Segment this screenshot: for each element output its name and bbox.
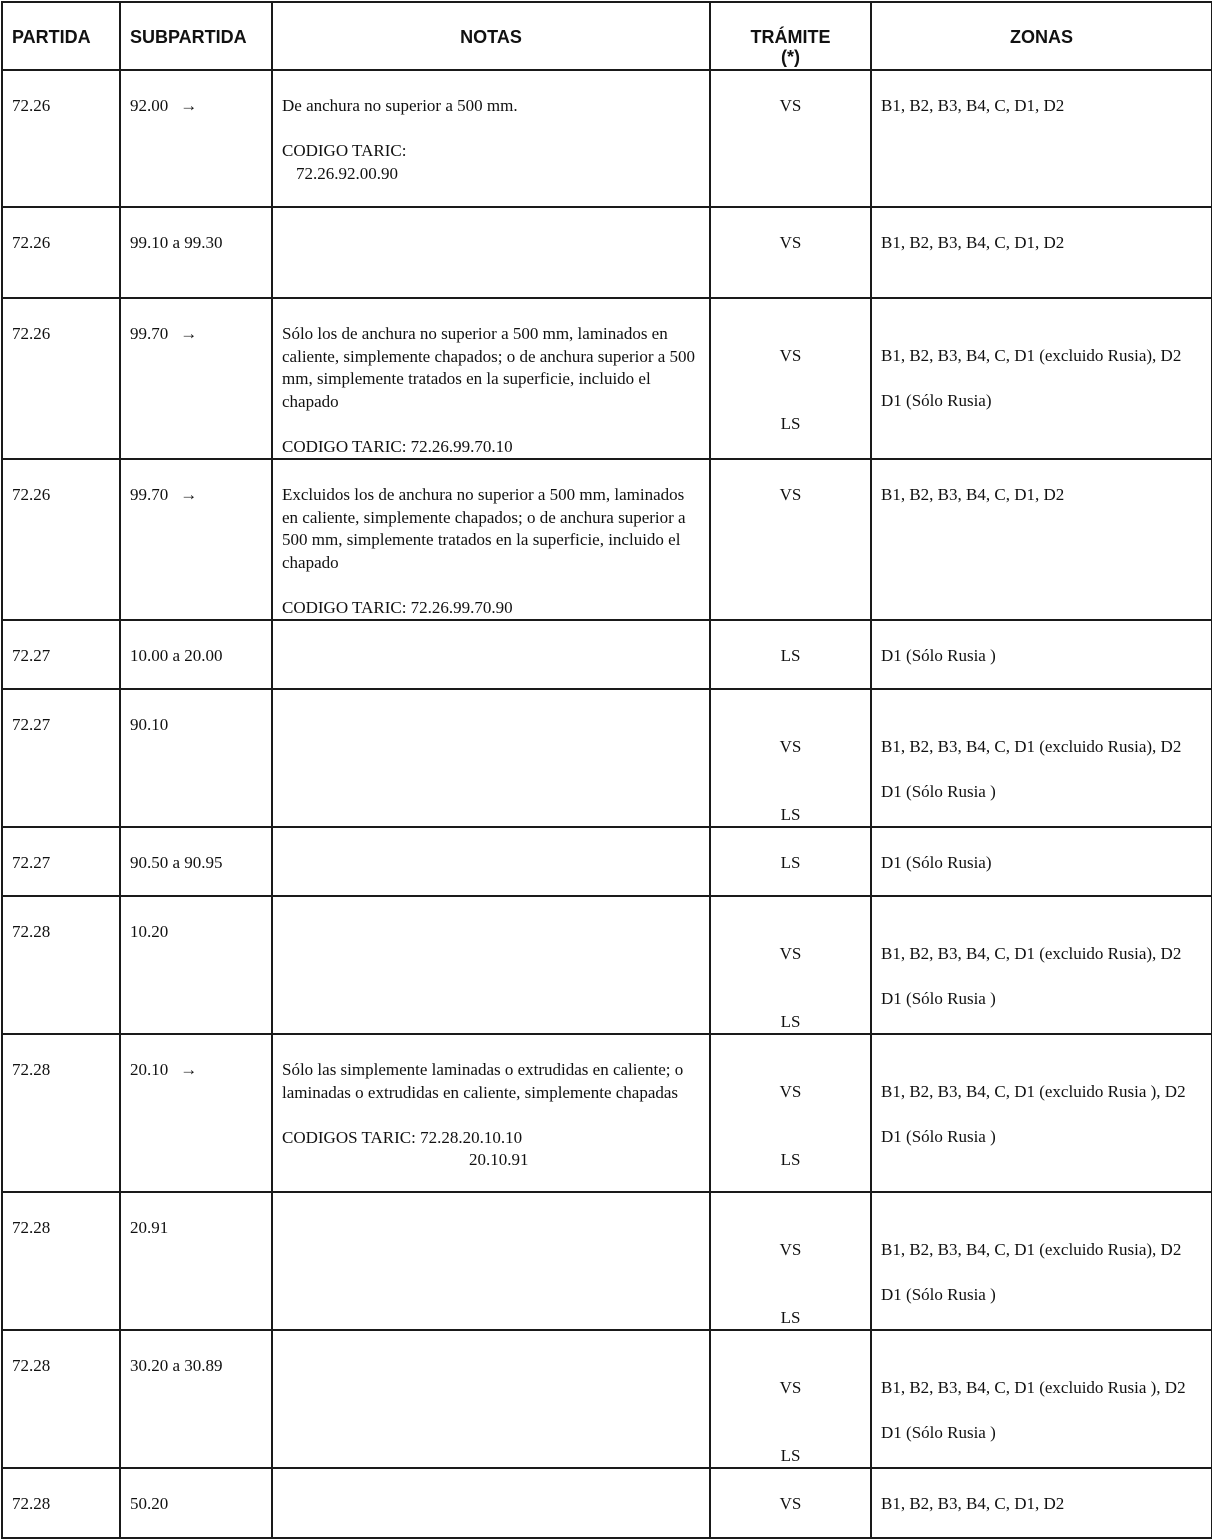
table-row — [2, 689, 1212, 827]
subpartida-cell — [120, 459, 272, 620]
partida-value: 72.26 — [12, 324, 51, 343]
tramite-stack — [711, 208, 870, 255]
subpartida-cell — [120, 70, 272, 207]
zona-entry: B1, B2, B3, B4, C, D1, D2 — [881, 96, 1065, 115]
tramite-code: LS — [780, 1149, 801, 1169]
zonas-cell — [871, 1330, 1212, 1468]
tramite-stack — [711, 897, 870, 1033]
tariff-table — [1, 1, 1212, 1539]
tramite-cell — [710, 1192, 871, 1330]
zona-entry: B1, B2, B3, B4, C, D1 (excluido Rusia ), D2 — [881, 1378, 1186, 1397]
tramite-code: LS — [780, 804, 801, 824]
subpartida-wrap — [121, 828, 271, 875]
subpartida-wrap — [121, 1469, 271, 1516]
table-row — [2, 1468, 1212, 1538]
tramite-code: VS — [779, 737, 802, 756]
partida-cell — [2, 1192, 120, 1330]
notas-cell — [272, 207, 710, 298]
subpartida-cell — [120, 298, 272, 459]
zona-entry: B1, B2, B3, B4, C, D1, D2 — [881, 485, 1065, 504]
zona-entry: B1, B2, B3, B4, C, D1 (excluido Rusia ), D2 — [881, 1082, 1186, 1101]
partida-value: 72.28 — [12, 1356, 51, 1375]
tramite-cell — [710, 459, 871, 620]
partida-value: 72.27 — [12, 646, 51, 665]
partida-value: 72.28 — [12, 1060, 51, 1079]
tramite-code: VS — [779, 485, 802, 504]
right-arrow-icon: → — [180, 1060, 198, 1079]
notas-cell — [272, 620, 710, 689]
subpartida-wrap — [121, 71, 271, 118]
partida-cell — [2, 1034, 120, 1192]
subpartida-cell — [120, 827, 272, 896]
table-row — [2, 207, 1212, 298]
zona-entry: D1 (Sólo Rusia ) — [881, 1127, 996, 1146]
right-arrow-icon: → — [180, 96, 198, 115]
tramite-cell — [710, 207, 871, 298]
table-body — [2, 70, 1212, 1538]
table-row — [2, 1034, 1212, 1192]
zona-entry: B1, B2, B3, B4, C, D1, D2 — [881, 1494, 1065, 1513]
right-arrow-icon: → — [180, 485, 198, 504]
zonas-stack — [872, 621, 1211, 668]
tramite-code: LS — [780, 1445, 801, 1465]
subpartida-value: 99.10 a 99.30 — [130, 233, 223, 252]
subpartida-cell — [120, 896, 272, 1034]
subpartida-value: 92.00 — [130, 96, 169, 115]
header-subpartida-label: SUBPARTIDA — [130, 27, 247, 47]
partida-value: 72.27 — [12, 715, 51, 734]
notes-spacer — [282, 574, 701, 597]
tramite-cell — [710, 1330, 871, 1468]
zona-entry: B1, B2, B3, B4, C, D1 (excluido Rusia), D2 — [881, 737, 1182, 756]
tramite-stack — [711, 621, 870, 668]
taric-code: CODIGO TARIC: 72.26.99.70.10 — [282, 436, 513, 456]
partida-cell — [2, 298, 120, 459]
zonas-cell — [871, 1192, 1212, 1330]
zona-entry: D1 (Sólo Rusia ) — [881, 989, 996, 1008]
tramite-code: LS — [780, 853, 801, 872]
subpartida-value: 99.70 — [130, 324, 169, 343]
tramite-cell — [710, 827, 871, 896]
header-tramite-stack — [711, 3, 870, 67]
notes-text: De anchura no superior a 500 mm. — [282, 96, 518, 115]
table-row — [2, 620, 1212, 689]
table-row — [2, 459, 1212, 620]
notas-cell — [272, 827, 710, 896]
subpartida-wrap — [121, 621, 271, 668]
subpartida-value: 10.00 a 20.00 — [130, 646, 223, 665]
tramite-cell — [710, 689, 871, 827]
notes-block — [273, 460, 709, 619]
notes-text: Sólo los de anchura no superior a 500 mm, laminados en caliente, simplemente chapados; o de anchura superior a 500 mm, simplemente tratados en la superficie, incluido el chapado — [282, 324, 696, 411]
tramite-code: LS — [780, 646, 801, 665]
partida-value: 72.26 — [12, 485, 51, 504]
zonas-cell — [871, 70, 1212, 207]
notas-cell — [272, 1034, 710, 1192]
partida-cell — [2, 827, 120, 896]
partida-cell — [2, 207, 120, 298]
tramite-code: VS — [779, 944, 802, 963]
header-partida — [2, 2, 120, 70]
notes-spacer — [282, 118, 701, 141]
tramite-cell — [710, 896, 871, 1034]
tramite-code: VS — [779, 96, 802, 115]
tramite-code: VS — [779, 233, 802, 252]
taric-code: CODIGO TARIC: 72.26.99.70.90 — [282, 597, 513, 617]
table-row — [2, 1192, 1212, 1330]
zona-entry: D1 (Sólo Rusia) — [881, 853, 992, 872]
zonas-cell — [871, 1034, 1212, 1192]
subpartida-value: 20.10 — [130, 1060, 169, 1079]
taric-code: CODIGOS TARIC: 72.28.20.10.10 — [282, 1127, 523, 1147]
subpartida-value: 30.20 a 30.89 — [130, 1356, 223, 1375]
partida-value: 72.28 — [12, 1494, 51, 1513]
partida-cell — [2, 70, 120, 207]
tramite-stack — [711, 1035, 870, 1171]
zonas-cell — [871, 620, 1212, 689]
subpartida-wrap — [121, 1331, 271, 1378]
header-partida-label: PARTIDA — [12, 27, 91, 47]
subpartida-wrap — [121, 208, 271, 255]
subpartida-wrap — [121, 1193, 271, 1240]
zonas-cell — [871, 896, 1212, 1034]
subpartida-wrap — [121, 690, 271, 737]
partida-value: 72.27 — [12, 853, 51, 872]
zona-entry: D1 (Sólo Rusia ) — [881, 646, 996, 665]
zonas-stack — [872, 460, 1211, 507]
partida-value: 72.28 — [12, 922, 51, 941]
notas-cell — [272, 1330, 710, 1468]
partida-cell — [2, 896, 120, 1034]
zona-entry: B1, B2, B3, B4, C, D1 (excluido Rusia), D2 — [881, 1240, 1182, 1259]
notes-block — [273, 71, 709, 185]
tramite-code: VS — [779, 1494, 802, 1513]
taric-code-continuation: 20.10.91 — [469, 1150, 529, 1169]
zona-entry: B1, B2, B3, B4, C, D1 (excluido Rusia), D2 — [881, 346, 1182, 365]
header-row — [2, 2, 1212, 70]
tramite-cell — [710, 1468, 871, 1538]
header-notas — [272, 2, 710, 70]
tramite-stack — [711, 690, 870, 826]
tramite-stack — [711, 1193, 870, 1329]
zonas-cell — [871, 298, 1212, 459]
header-subpartida — [120, 2, 272, 70]
subpartida-wrap — [121, 1035, 271, 1082]
table-row — [2, 1330, 1212, 1468]
zona-entry: B1, B2, B3, B4, C, D1 (excluido Rusia), D2 — [881, 944, 1182, 963]
zonas-stack — [872, 1331, 1211, 1445]
zona-entry: D1 (Sólo Rusia ) — [881, 782, 996, 801]
partida-cell — [2, 1468, 120, 1538]
notes-block — [273, 1035, 709, 1172]
tramite-stack — [711, 460, 870, 507]
tramite-stack — [711, 1331, 870, 1467]
tramite-stack — [711, 299, 870, 435]
subpartida-cell — [120, 1192, 272, 1330]
subpartida-cell — [120, 620, 272, 689]
tramite-cell — [710, 70, 871, 207]
subpartida-cell — [120, 1034, 272, 1192]
table-row — [2, 896, 1212, 1034]
taric-label: CODIGO TARIC: — [282, 141, 407, 160]
notas-cell — [272, 1468, 710, 1538]
subpartida-cell — [120, 1468, 272, 1538]
zonas-stack — [872, 1469, 1211, 1516]
partida-cell — [2, 459, 120, 620]
zonas-stack — [872, 208, 1211, 255]
zonas-stack — [872, 299, 1211, 413]
zonas-cell — [871, 689, 1212, 827]
tramite-code: LS — [780, 1307, 801, 1327]
header-tramite — [710, 2, 871, 70]
tramite-stack — [711, 71, 870, 118]
tramite-code: LS — [780, 413, 801, 433]
notas-cell — [272, 298, 710, 459]
zona-entry: B1, B2, B3, B4, C, D1, D2 — [881, 233, 1065, 252]
tramite-stack — [711, 1469, 870, 1516]
subpartida-value: 50.20 — [130, 1494, 169, 1513]
zonas-cell — [871, 827, 1212, 896]
header-zonas-label: ZONAS — [1010, 27, 1073, 47]
notes-spacer — [282, 413, 701, 436]
subpartida-wrap — [121, 460, 271, 507]
header-zonas — [871, 2, 1212, 70]
notas-cell — [272, 459, 710, 620]
zonas-cell — [871, 207, 1212, 298]
tramite-code: VS — [779, 1082, 802, 1101]
zona-entry: D1 (Sólo Rusia) — [881, 391, 992, 410]
taric-code: 72.26.92.00.90 — [296, 163, 398, 183]
zonas-stack — [872, 828, 1211, 875]
notes-spacer — [282, 1104, 701, 1127]
zona-entry: D1 (Sólo Rusia ) — [881, 1423, 996, 1442]
subpartida-value: 10.20 — [130, 922, 169, 941]
header-tramite-label: TRÁMITE — [750, 27, 831, 47]
tramite-stack — [711, 828, 870, 875]
notas-cell — [272, 70, 710, 207]
zona-entry: D1 (Sólo Rusia ) — [881, 1285, 996, 1304]
subpartida-cell — [120, 689, 272, 827]
notes-text: Excluidos los de anchura no superior a 500 mm, laminados en caliente, simplemente chapados; o de anchura superior a 500 mm, simplemente tratados en la superficie, incluido el chapado — [282, 485, 686, 572]
subpartida-value: 20.91 — [130, 1218, 169, 1237]
tramite-code: LS — [780, 1011, 801, 1031]
zonas-cell — [871, 459, 1212, 620]
tramite-cell — [710, 620, 871, 689]
partida-cell — [2, 620, 120, 689]
table-row — [2, 827, 1212, 896]
tramite-cell — [710, 1034, 871, 1192]
zonas-stack — [872, 1193, 1211, 1307]
notes-text: Sólo las simplemente laminadas o extrudidas en caliente; o laminadas o extrudidas en caliente, simplemente chapadas — [282, 1060, 684, 1102]
partida-value: 72.28 — [12, 1218, 51, 1237]
right-arrow-icon: → — [180, 324, 198, 343]
table-row — [2, 70, 1212, 207]
tramite-code: VS — [779, 1378, 802, 1397]
subpartida-value: 90.10 — [130, 715, 169, 734]
header-tramite-note: (*) — [781, 47, 800, 67]
partida-cell — [2, 689, 120, 827]
table-row — [2, 298, 1212, 459]
tramite-code: VS — [779, 1240, 802, 1259]
notas-cell — [272, 896, 710, 1034]
partida-value: 72.26 — [12, 96, 51, 115]
zonas-stack — [872, 690, 1211, 804]
zonas-stack — [872, 897, 1211, 1011]
subpartida-value: 90.50 a 90.95 — [130, 853, 223, 872]
notas-cell — [272, 689, 710, 827]
subpartida-cell — [120, 207, 272, 298]
subpartida-wrap — [121, 299, 271, 346]
zonas-stack — [872, 1035, 1211, 1149]
header-notas-label: NOTAS — [460, 27, 522, 47]
subpartida-cell — [120, 1330, 272, 1468]
subpartida-wrap — [121, 897, 271, 944]
partida-value: 72.26 — [12, 233, 51, 252]
notes-block — [273, 299, 709, 458]
zonas-stack — [872, 71, 1211, 118]
notas-cell — [272, 1192, 710, 1330]
tramite-cell — [710, 298, 871, 459]
partida-cell — [2, 1330, 120, 1468]
zonas-cell — [871, 1468, 1212, 1538]
tramite-code: VS — [779, 346, 802, 365]
subpartida-value: 99.70 — [130, 485, 169, 504]
